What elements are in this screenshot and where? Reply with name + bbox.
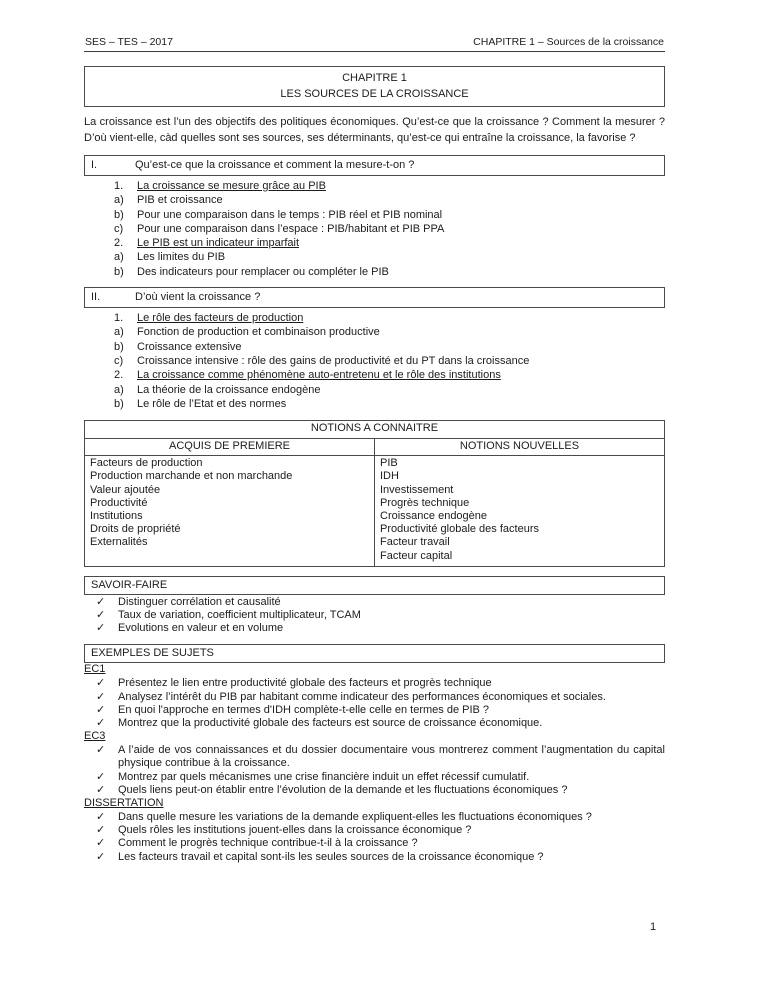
acquis-cell [85, 456, 375, 567]
check-item [84, 784, 665, 797]
savoir-faire-list [84, 596, 665, 636]
outline-item-text: La croissance se mesure grâce au PIB [137, 180, 326, 192]
outline-item-label: 1. [114, 180, 124, 192]
check-item-text: Quels rôles les institutions jouent-elles dans la croissance économique ? [118, 824, 472, 837]
check-icon: ✓ [96, 850, 106, 863]
section-1-outline [84, 179, 665, 279]
check-item [84, 771, 665, 784]
notion-item: IDH [380, 470, 399, 483]
outline-item [84, 250, 665, 264]
check-item-text: Les facteurs travail et capital sont-ils les seules sources de la croissance économique ? [118, 850, 544, 863]
outline-item [84, 368, 665, 382]
section-2-title: D’où vient la croissance ? [135, 291, 261, 304]
chapter-title: LES SOURCES DE LA CROISSANCE [280, 88, 469, 100]
check-item-text: En quoi l'approche en termes d'IDH complète-t-elle celle en termes de PIB ? [118, 703, 490, 716]
check-icon: ✓ [96, 770, 106, 783]
check-icon: ✓ [96, 690, 106, 703]
outline-item-text: La croissance comme phénomène auto-entretenu et le rôle des institutions [137, 369, 501, 382]
notion-item: Investissement [380, 483, 454, 496]
check-icon: ✓ [96, 744, 106, 757]
notion-item: Productivité globale des facteurs [380, 523, 539, 536]
check-item [84, 744, 665, 770]
outline-item-label: 2. [114, 369, 124, 382]
savoir-faire-header: SAVOIR-FAIRE [84, 576, 665, 595]
ec1-list [84, 677, 665, 730]
outline-item-text: Le rôle des facteurs de production [137, 312, 304, 325]
notion-item: Productivité [90, 496, 148, 509]
check-item [84, 717, 665, 730]
check-item-text: Présentez le lien entre productivité globale des facteurs et progrès technique [118, 677, 492, 690]
outline-item-text: Le rôle de l’Etat et des normes [137, 397, 287, 410]
notion-item: Progrès technique [380, 496, 470, 509]
group-label-ec1: EC1 [84, 663, 106, 676]
dissertation-list [84, 811, 665, 864]
outline-item-label: b) [114, 265, 124, 278]
outline-item [84, 383, 665, 397]
header-left: SES – TES – 2017 [85, 36, 173, 48]
group-label-ec3: EC3 [84, 730, 106, 743]
outline-item-label: a) [114, 251, 124, 264]
section-1-header [84, 155, 665, 176]
check-item [84, 596, 665, 609]
outline-item-text: La théorie de la croissance endogène [137, 383, 321, 396]
check-item [84, 622, 665, 635]
check-item [84, 677, 665, 690]
notion-item: Droits de propriété [90, 523, 181, 536]
outline-item-label: b) [114, 340, 124, 353]
notion-item: Facteur capital [380, 549, 453, 562]
outline-item-label: a) [114, 194, 124, 207]
check-item-text: Quels liens peut-on établir entre l’évolution de la demande et les fluctuations économiques ? [118, 783, 568, 796]
intro-paragraph: La croissance est l’un des objectifs des politiques économiques. Qu’est-ce que la croissance ? Comment la mesurer ? D’où vient-elle, càd quelles sont ses sources, ses déterminants, qu’est-ce qui entraîne la croissance, la favorise ? [84, 116, 665, 144]
outline-item [84, 325, 665, 339]
outline-item-label: a) [114, 326, 124, 339]
outline-item [84, 397, 665, 411]
nouvelles-cell [375, 456, 665, 567]
page-header [84, 36, 665, 52]
check-item-text: Montrez que la productivité globale des facteurs est source de croissance économique. [118, 717, 543, 729]
section-1-title: Qu’est-ce que la croissance et comment la mesure-t-on ? [135, 159, 415, 171]
check-item [84, 837, 665, 850]
check-item-text: Dans quelle mesure les variations de la demande expliquent-elles les fluctuations économiques ? [118, 811, 592, 824]
outline-item [84, 354, 665, 368]
chapter-number: CHAPITRE 1 [342, 72, 407, 84]
outline-item-text: Les limites du PIB [137, 251, 226, 264]
section-2-outline [84, 311, 665, 411]
outline-item-label: 1. [114, 312, 124, 325]
check-item [84, 851, 665, 864]
check-icon: ✓ [96, 622, 106, 635]
check-icon: ✓ [96, 783, 106, 796]
section-2-header [84, 287, 665, 308]
check-item-text: Comment le progrès technique contribue-t-il à la croissance ? [118, 837, 418, 850]
check-item [84, 811, 665, 824]
check-item-text: Distinguer corrélation et causalité [118, 595, 281, 608]
outline-item [84, 193, 665, 207]
notion-item: Production marchande et non marchande [90, 470, 293, 483]
outline-item [84, 222, 665, 236]
outline-item [84, 236, 665, 250]
notion-item: Valeur ajoutée [90, 483, 161, 496]
outline-item [84, 311, 665, 325]
check-icon: ✓ [96, 717, 106, 729]
check-item-text: Taux de variation, coefficient multiplicateur, TCAM [118, 608, 361, 621]
notion-item: PIB [380, 457, 398, 470]
outline-item-label: b) [114, 208, 124, 221]
check-icon: ✓ [96, 677, 106, 690]
check-icon: ✓ [96, 595, 106, 608]
notion-item: Externalités [90, 536, 148, 549]
check-icon: ✓ [96, 608, 106, 621]
outline-item-label: b) [114, 397, 124, 410]
outline-item-text: Pour une comparaison dans le temps : PIB réel et PIB nominal [137, 208, 443, 221]
notion-item: Facteur travail [380, 536, 450, 549]
check-item [84, 609, 665, 622]
outline-item-label: c) [114, 354, 124, 367]
outline-item [84, 179, 665, 193]
notion-item: Institutions [90, 509, 143, 522]
outline-item-text: Croissance extensive [137, 340, 242, 353]
section-1-numeral: I. [91, 159, 98, 171]
section-2-numeral: II. [91, 291, 101, 304]
check-icon: ✓ [96, 811, 106, 824]
page-content [84, 36, 665, 864]
notions-table-caption: NOTIONS A CONNAITRE [85, 421, 665, 439]
page-number: 1 [650, 921, 657, 933]
check-item-text: Montrez par quels mécanismes une crise financière induit un effet récessif cumulatif. [118, 770, 530, 783]
outline-item [84, 265, 665, 279]
group-label-dissertation: DISSERTATION [84, 797, 164, 810]
outline-item [84, 208, 665, 222]
outline-item-text: Le PIB est un indicateur imparfait [137, 237, 300, 250]
outline-item-text: Pour une comparaison dans l’espace : PIB/habitant et PIB PPA [137, 222, 445, 235]
check-item-text: Analysez l’intérêt du PIB par habitant comme indicateur des performances économiques et sociales. [118, 690, 606, 703]
check-icon: ✓ [96, 703, 106, 716]
check-item [84, 691, 665, 704]
check-item-text: A l’aide de vos connaissances et du dossier documentaire vous montrerez comment l’augmentation du capital physique contribue à la croissance. [118, 744, 665, 770]
check-icon: ✓ [96, 824, 106, 837]
notion-item: Croissance endogène [380, 509, 488, 522]
outline-item [84, 340, 665, 354]
chapter-title-box [84, 66, 665, 107]
outline-item-label: a) [114, 383, 124, 396]
column-header-acquis: ACQUIS DE PREMIERE [85, 438, 375, 456]
notion-item: Facteurs de production [90, 457, 203, 470]
check-icon: ✓ [96, 837, 106, 850]
header-right: CHAPITRE 1 – Sources de la croissance [473, 36, 664, 48]
outline-item-text: Fonction de production et combinaison productive [137, 326, 380, 339]
outline-item-label: c) [114, 222, 124, 235]
exemples-header: EXEMPLES DE SUJETS [84, 644, 665, 663]
check-item-text: Evolutions en valeur et en volume [118, 622, 284, 635]
check-item [84, 704, 665, 717]
notions-table [84, 420, 665, 567]
outline-item-label: 2. [114, 237, 124, 250]
outline-item-text: PIB et croissance [137, 194, 223, 207]
outline-item-text: Des indicateurs pour remplacer ou compléter le PIB [137, 265, 389, 278]
column-header-nouvelles: NOTIONS NOUVELLES [375, 438, 665, 456]
ec3-list [84, 744, 665, 797]
check-item [84, 824, 665, 837]
outline-item-text: Croissance intensive : rôle des gains de productivité et du PT dans la croissance [137, 354, 530, 367]
